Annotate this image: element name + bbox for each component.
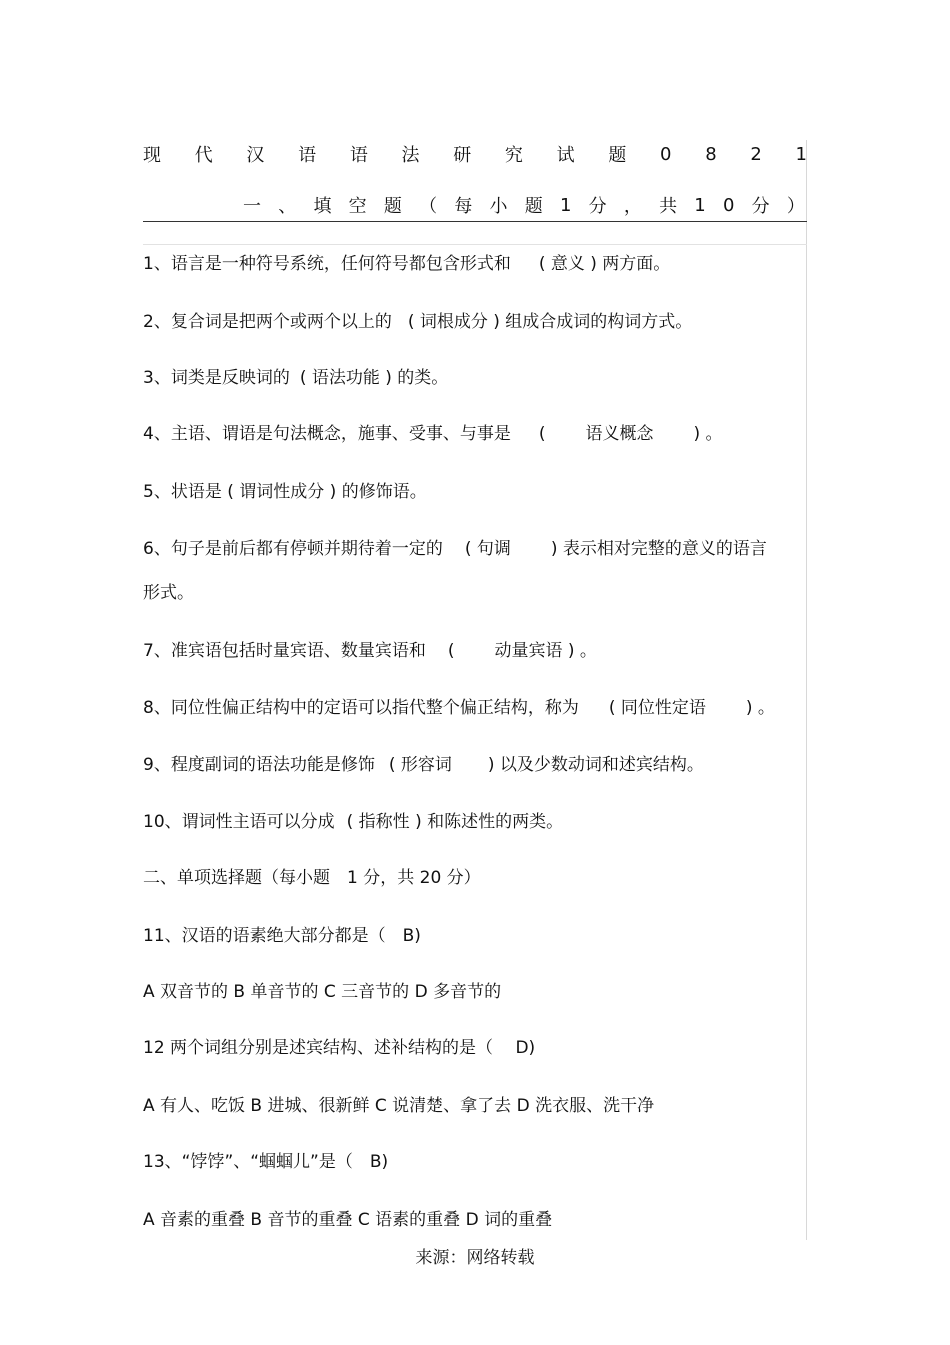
fill-in-item-6-cont: 形式。	[143, 583, 194, 603]
section-1-char: 空	[348, 196, 367, 217]
section-1-char: 、	[278, 196, 297, 217]
page-border-right	[806, 140, 807, 1240]
section-2-heading: 二、单项选择题（每小题 1 分，共 20 分）	[143, 868, 481, 888]
section-1-char: ）	[786, 196, 805, 217]
title-char: 究	[504, 145, 523, 166]
section-1-char: 每	[454, 196, 473, 217]
question-11: 11、汉语的语素绝大部分都是（ B)	[143, 926, 421, 946]
title-char: 研	[453, 145, 472, 166]
section-1-char: 分	[751, 196, 770, 217]
title-char: 语	[298, 145, 317, 166]
title-char: 试	[556, 145, 575, 166]
section-1-char: （	[419, 196, 438, 217]
fill-in-item-5: 5、状语是 ( 谓词性成分 ) 的修饰语。	[143, 482, 427, 502]
title-char: 0	[660, 143, 672, 165]
section-1-char: 1	[559, 194, 572, 216]
title-char: 2	[750, 143, 762, 165]
fill-in-item-2: 2、复合词是把两个或两个以上的 ( 词根成分 ) 组成合成词的构词方式。	[143, 312, 693, 332]
section-1-char: 分	[588, 196, 607, 217]
question-11-options: A 双音节的 B 单音节的 C 三音节的 D 多音节的	[143, 982, 502, 1002]
fill-in-item-8: 8、同位性偏正结构中的定语可以指代整个偏正结构，称为 ( 同位性定语 ) 。	[143, 698, 775, 718]
question-12: 12 两个词组分别是述宾结构、述补结构的是（ D)	[143, 1038, 536, 1058]
section-1-char: 填	[313, 196, 332, 217]
fill-in-item-3: 3、词类是反映词的 ( 语法功能 ) 的类。	[143, 368, 449, 388]
section-1-char: 共	[659, 196, 678, 217]
title-char: 题	[608, 145, 627, 166]
title-char: 现	[143, 145, 161, 166]
section-1-char: 一	[243, 196, 261, 217]
title-char: 代	[194, 145, 213, 166]
section-1-char: 1	[694, 194, 706, 216]
source-footer: 来源：网络转载	[415, 1248, 535, 1268]
title-char: 法	[401, 145, 420, 166]
exam-title	[143, 140, 807, 168]
section-1-char: 小	[489, 196, 508, 217]
title-char: 汉	[246, 145, 265, 166]
section-1-char: 0	[722, 194, 735, 216]
title-char: 1	[795, 143, 807, 165]
title-char: 8	[705, 143, 717, 165]
section-1-char: 题	[524, 196, 543, 217]
fill-in-item-6: 6、句子是前后都有停顿并期待着一定的 ( 句调 ) 表示相对完整的意义的语言	[143, 539, 767, 559]
title-char: 语	[349, 145, 368, 166]
fill-in-item-1: 1、语言是一种符号系统，任何符号都包含形式和 ( 意义 ) 两方面。	[143, 254, 671, 274]
question-13: 13、“饽饽”、“蝈蝈儿”是（ B)	[143, 1152, 389, 1172]
section-1-char: ，	[623, 196, 642, 217]
question-12-options: A 有人、吃饭 B 进城、很新鲜 C 说清楚、拿了去 D 洗衣服、洗干净	[143, 1096, 655, 1116]
section-1-char: 题	[383, 196, 402, 217]
header-rule-light	[143, 244, 807, 245]
header-rule	[143, 221, 807, 222]
fill-in-item-10: 10、谓词性主语可以分成 ( 指称性 ) 和陈述性的两类。	[143, 812, 564, 832]
fill-in-item-7: 7、准宾语包括时量宾语、数量宾语和 ( 动量宾语 ) 。	[143, 641, 597, 661]
question-13-options: A 音素的重叠 B 音节的重叠 C 语素的重叠 D 词的重叠	[143, 1210, 553, 1230]
section-1-heading	[243, 192, 805, 218]
fill-in-item-9: 9、程度副词的语法功能是修饰 ( 形容词 ) 以及少数动词和述宾结构。	[143, 755, 704, 775]
fill-in-item-4: 4、主语、谓语是句法概念，施事、受事、与事是 ( 语义概念 ) 。	[143, 424, 723, 444]
